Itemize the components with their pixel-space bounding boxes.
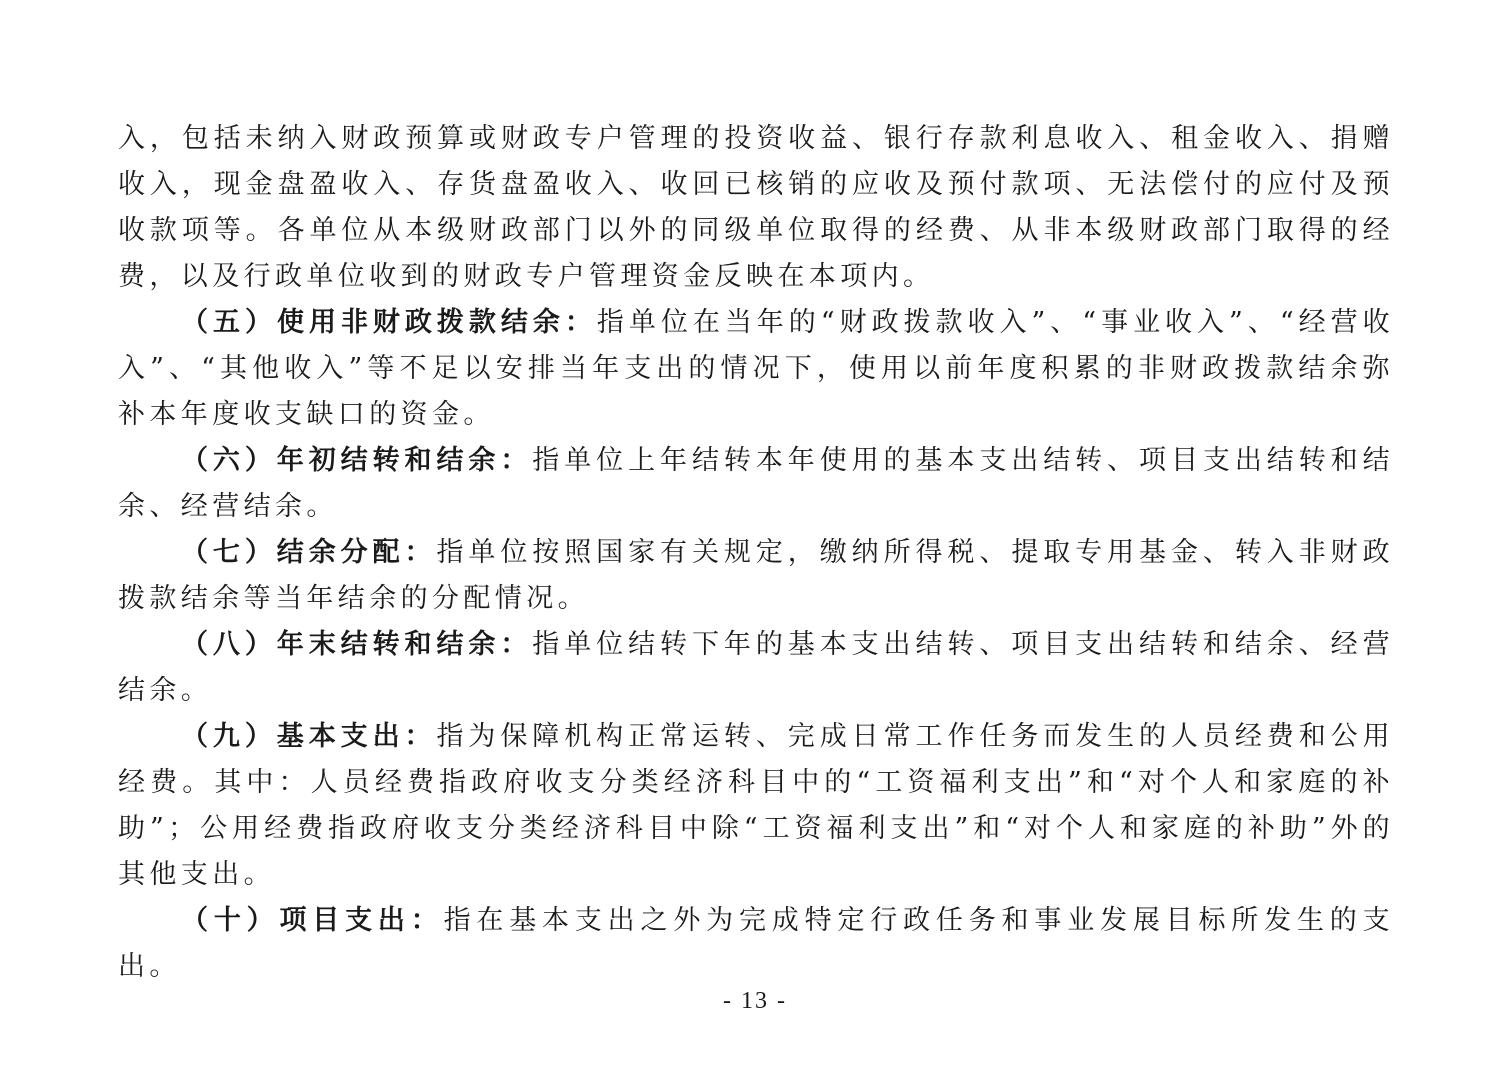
item-five-term: （五）使用非财政拨款结余： [181,307,597,338]
document-body [118,116,1394,990]
intro-paragraph: 入，包括未纳入财政预算或财政专户管理的投资收益、银行存款利息收入、租金收入、捐赠收入，现金盘盈收入、存货盘盈收入、收回已核销的应收及预付款项、无法偿付的应付及预收款项等。各单位从本级财政部门以外的同级单位取得的经费、从非本级财政部门取得的经费，以及行政单位收到的财政专户管理资金反映在本项内。 [118,123,1394,292]
item-ten-term: （十）项目支出： [181,905,444,936]
item-five-text: 指单位在当年的“财政拨款收入”、“事业收入”、“经营收入”、“其他收入”等不足以安排当年支出的情况下，使用以前年度积累的非财政拨款结余弥补本年度收支缺口的资金。 [118,307,1394,430]
item-six [118,438,1394,530]
item-nine [118,714,1394,898]
item-seven-term: （七）结余分配： [181,537,437,568]
item-six-text: 指单位上年结转本年使用的基本支出结转、项目支出结转和结余、经营结余。 [118,445,1394,522]
item-ten-text: 指在基本支出之外为完成特定行政任务和事业发展目标所发生的支出。 [118,905,1394,982]
item-five [118,300,1394,438]
item-eight-text: 指单位结转下年的基本支出结转、项目支出结转和结余、经营结余。 [118,629,1394,706]
item-seven [118,530,1394,622]
item-nine-term: （九）基本支出： [181,721,437,752]
item-seven-text: 指单位按照国家有关规定，缴纳所得税、提取专用基金、转入非财政拨款结余等当年结余的分配情况。 [118,537,1394,614]
item-nine-text: 指为保障机构正常运转、完成日常工作任务而发生的人员经费和公用经费。其中：人员经费指政府收支分类经济科目中的“工资福利支出”和“对个人和家庭的补助”；公用经费指政府收支分类经济科目中除“工资福利支出”和“对个人和家庭的补助”外的其他支出。 [118,721,1394,890]
item-ten [118,898,1394,990]
page-number: - 13 - [723,988,787,1014]
item-six-term: （六）年初结转和结余： [181,445,533,476]
item-eight-term: （八）年末结转和结余： [181,629,533,660]
item-eight [118,622,1394,714]
